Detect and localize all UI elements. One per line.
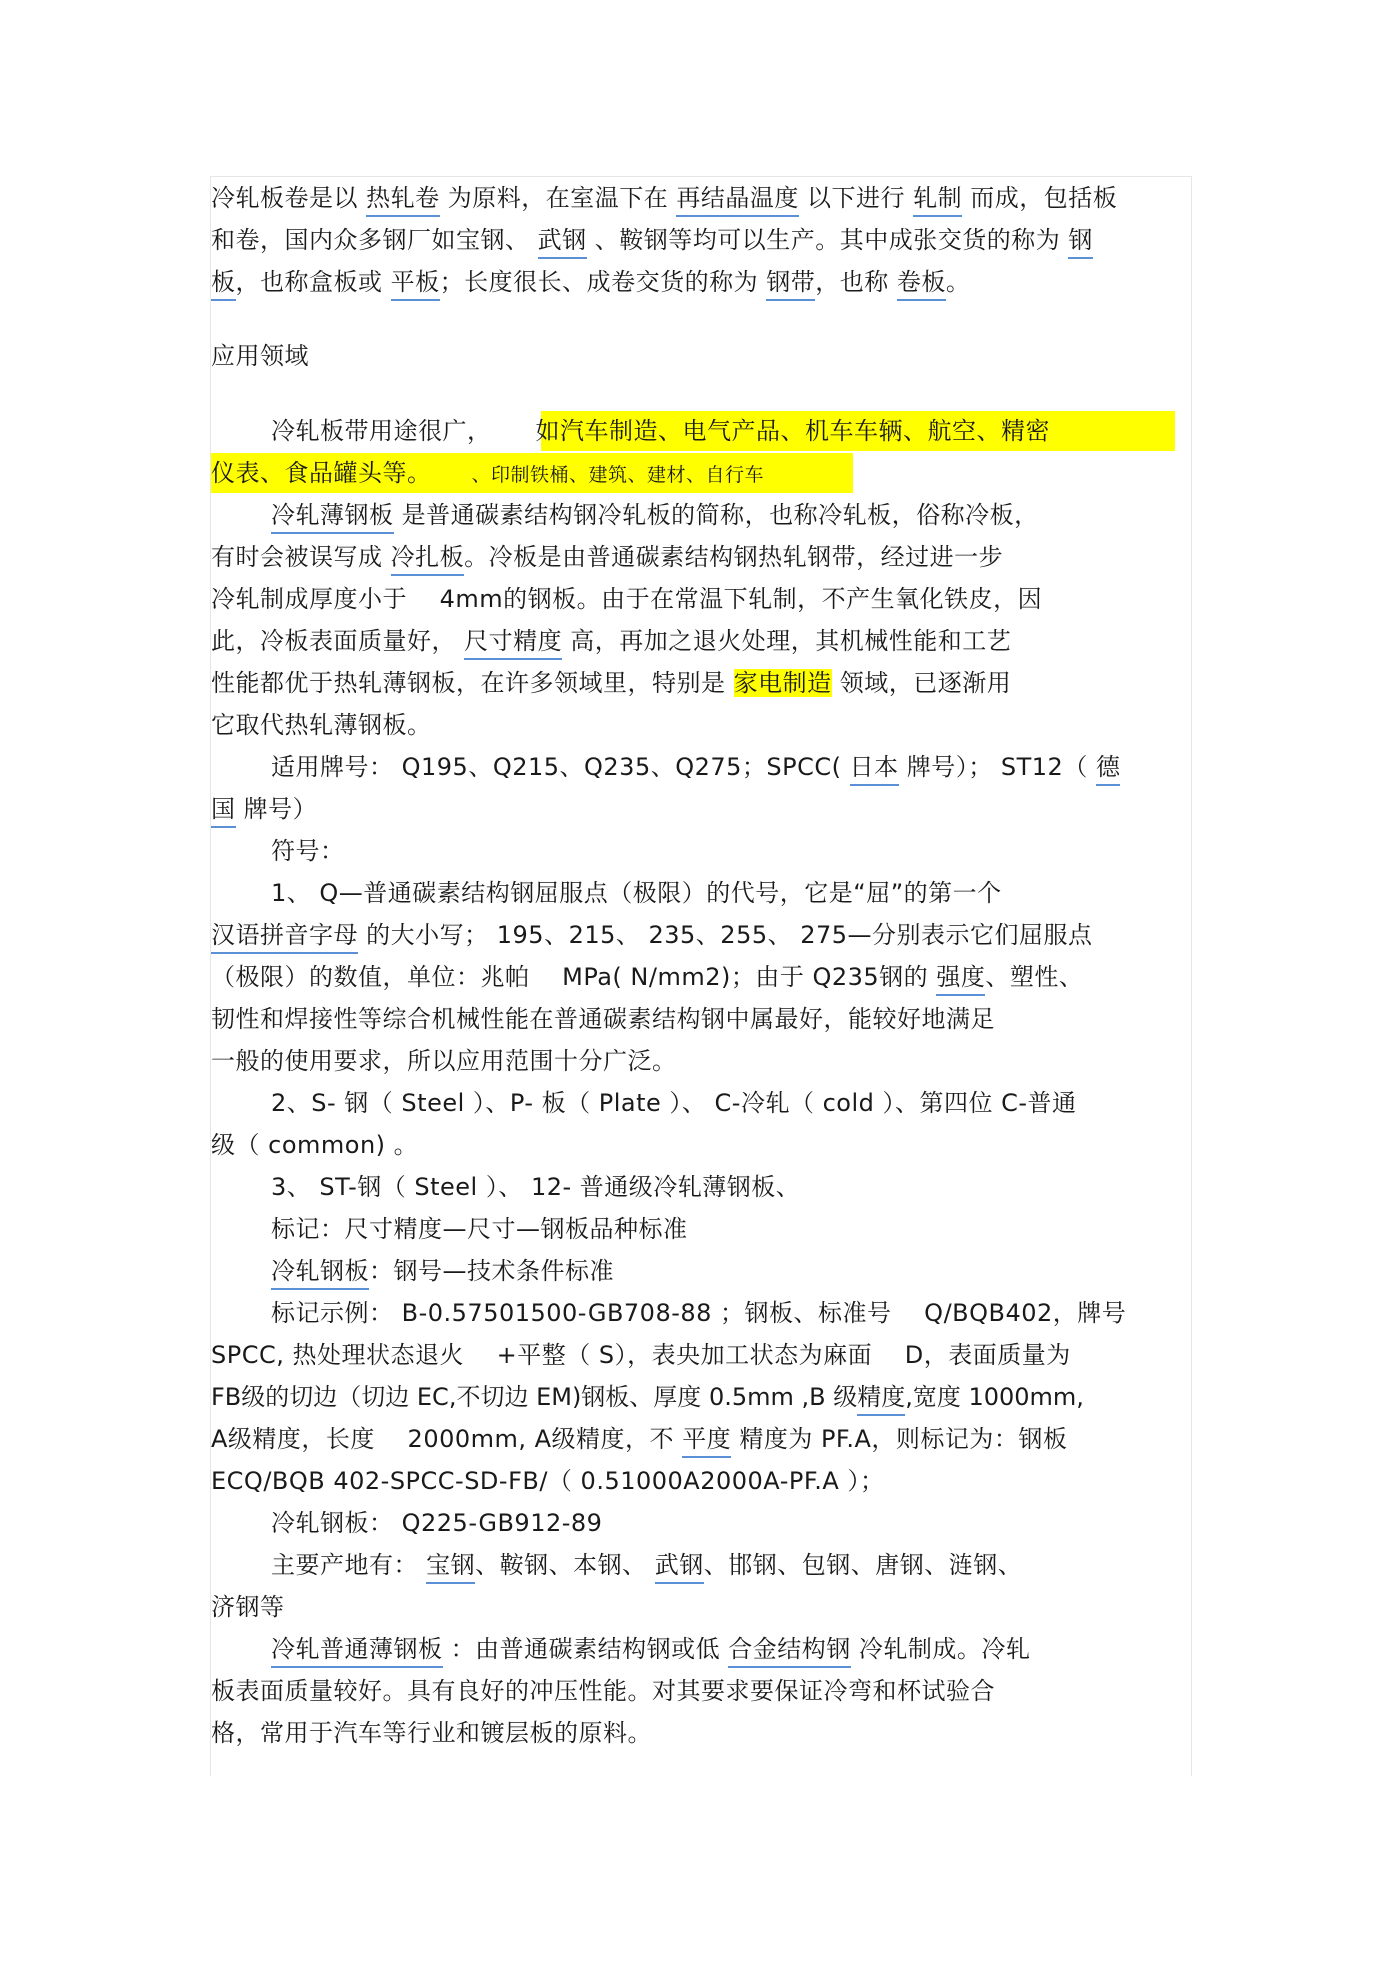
origin-line-2: 济钢等 (211, 1593, 285, 1621)
mark-line-2: 冷轧钢板：钢号—技术条件标准 (271, 1250, 614, 1292)
sym1-line-2: 汉语拼音字母 的大小写； 195、215、 235、255、 275—分别表示它们屈服点 (211, 914, 1093, 956)
link-cold-zha-plate[interactable]: 冷扎板 (391, 540, 465, 576)
section-title: 应用领域 (211, 342, 309, 370)
para1-line-6: 它取代热轧薄钢板。 (211, 711, 432, 739)
link-dimensional-accuracy[interactable]: 尺寸精度 (464, 624, 562, 660)
grades-line-1: 适用牌号： Q195、Q215、Q235、Q275；SPCC( 日本 牌号）； ST12（ 德 (271, 746, 1120, 788)
highlight-appliance: 家电制造 (733, 669, 832, 697)
link-steel-plate-a[interactable]: 钢 (1068, 223, 1093, 259)
link-japan[interactable]: 日本 (850, 750, 899, 786)
example-line-4: A级精度，长度 2000mm, A级精度，不 平度 精度为 PF.A，则标记为：钢板 (211, 1418, 1067, 1460)
example-line-2: SPCC, 热处理状态退火 +平整（ S），表央加工状态为麻面 D，表面质量为 (211, 1341, 1071, 1369)
link-germany-b[interactable]: 国 (211, 792, 236, 828)
origin-line-1: 主要产地有： 宝钢、鞍钢、本钢、 武钢、邯钢、包钢、唐钢、涟钢、 (271, 1544, 1022, 1586)
intro-line-3: 板，也称盒板或 平板；长度很长、成卷交货的称为 钢带，也称 卷板。 (211, 261, 970, 303)
para1-line-4: 此，冷板表面质量好， 尺寸精度 高，再加之退火处理，其机械性能和工艺 (211, 620, 1011, 662)
link-wisco-2[interactable]: 武钢 (655, 1548, 704, 1584)
example-line-5: ECQ/BQB 402-SPCC-SD-FB/（ 0.51000A2000A-PF.A ）； (211, 1467, 885, 1495)
link-coil-plate[interactable]: 卷板 (897, 265, 946, 301)
link-steel-strip[interactable]: 钢带 (766, 265, 815, 301)
sym2-line-2: 级（ common) 。 (211, 1131, 419, 1159)
link-cold-ordinary-sheet[interactable]: 冷轧普通薄钢板 (271, 1632, 443, 1668)
link-strength[interactable]: 强度 (936, 960, 985, 996)
link-flat-plate[interactable]: 平板 (391, 265, 440, 301)
applications-highlight: 如汽车制造、电气产品、机车车辆、航空、精密 (535, 417, 1050, 445)
link-steel-plate-b[interactable]: 板 (211, 265, 236, 301)
link-wisco[interactable]: 武钢 (538, 223, 587, 259)
link-hot-rolled-coil[interactable]: 热轧卷 (366, 181, 440, 217)
cold-sheet-line: 冷轧钢板： Q225-GB912-89 (271, 1509, 603, 1537)
sym3-line: 3、 ST-钢（ Steel ）、 12- 普通级冷轧薄钢板、 (271, 1173, 801, 1201)
link-cold-rolled-plate[interactable]: 冷轧钢板 (271, 1254, 369, 1290)
link-cold-rolled-sheet[interactable]: 冷轧薄钢板 (271, 498, 394, 534)
mark-line-1: 标记：尺寸精度—尺寸—钢板品种标准 (271, 1215, 688, 1243)
link-flatness[interactable]: 平度 (682, 1422, 731, 1458)
sym1-line-5: 一般的使用要求，所以应用范围十分广泛。 (211, 1047, 677, 1075)
document-page (210, 176, 1192, 1776)
sym1-line-3: （极限）的数值，单位：兆帕 MPa( N/mm2)；由于 Q235钢的 强度、塑性、 (211, 956, 1083, 998)
link-recrystallization[interactable]: 再结晶温度 (676, 181, 799, 217)
link-baosteel[interactable]: 宝钢 (426, 1548, 475, 1584)
example-line-1: 标记示例： B-0.57501500-GB708-88 ；钢板、标准号 Q/BQB402，牌号 (271, 1299, 1127, 1327)
link-germany-a[interactable]: 德 (1096, 750, 1121, 786)
ordinary-line-2: 板表面质量较好。具有良好的冲压性能。对其要求要保证冷弯和杯试验合 (211, 1677, 995, 1705)
link-precision[interactable]: 精度 (857, 1380, 905, 1416)
sym2-line-1: 2、S- 钢（ Steel ）、P- 板（ Plate ）、 C-冷轧（ cold ）、第四位 C-普通 (271, 1089, 1077, 1117)
para1-line-2: 有时会被误写成 冷扎板。冷板是由普通碳素结构钢热轧钢带，经过进一步 (211, 536, 1003, 578)
para1-line-5: 性能都优于热轧薄钢板，在许多领域里，特别是 家电制造 领域，已逐渐用 (211, 669, 1012, 697)
symbol-title: 符号： (271, 837, 345, 865)
link-rolling[interactable]: 轧制 (913, 181, 962, 217)
ordinary-line-1: 冷轧普通薄钢板 ：由普通碳素结构钢或低 合金结构钢 冷轧制成。冷轧 (271, 1628, 1030, 1670)
sym1-line-4: 韧性和焊接性等综合机械性能在普通碳素结构钢中属最好，能较好地满足 (211, 1005, 995, 1033)
sym1-line-1: 1、 Q—普通碳素结构钢屈服点（极限）的代号，它是“屈”的第一个 (271, 879, 1002, 907)
link-alloy-structural-steel[interactable]: 合金结构钢 (728, 1632, 851, 1668)
intro-line-1: 冷轧板卷是以 热轧卷 为原料，在室温下在 再结晶温度 以下进行 轧制 而成，包括板 (211, 177, 1117, 219)
ordinary-line-3: 格，常用于汽车等行业和镀层板的原料。 (211, 1719, 652, 1747)
grades-line-2: 国 牌号） (211, 788, 317, 830)
para1-line-3: 冷轧制成厚度小于 4mm的钢板。由于在常温下轧制，不产生氧化铁皮，因 (211, 585, 1043, 613)
applications-line-2: 仪表、食品罐头等。 、印制铁桶、建筑、建材、自行车 (211, 459, 765, 487)
intro-line-2: 和卷，国内众多钢厂如宝钢、 武钢 、鞍钢等均可以生产。其中成张交货的称为 钢 (211, 219, 1093, 261)
para1-line-1: 冷轧薄钢板 是普通碳素结构钢冷轧板的简称，也称冷轧板，俗称冷板， (271, 494, 1039, 536)
example-line-3: FB级的切边（切边 EC,不切边 EM)钢板、厚度 0.5mm ,B 级精度,宽度 1000mm, (211, 1376, 1084, 1418)
applications-line-1: 冷轧板带用途很广， 如汽车制造、电气产品、机车车辆、航空、精密 (271, 417, 1050, 445)
link-pinyin[interactable]: 汉语拼音字母 (211, 918, 358, 954)
